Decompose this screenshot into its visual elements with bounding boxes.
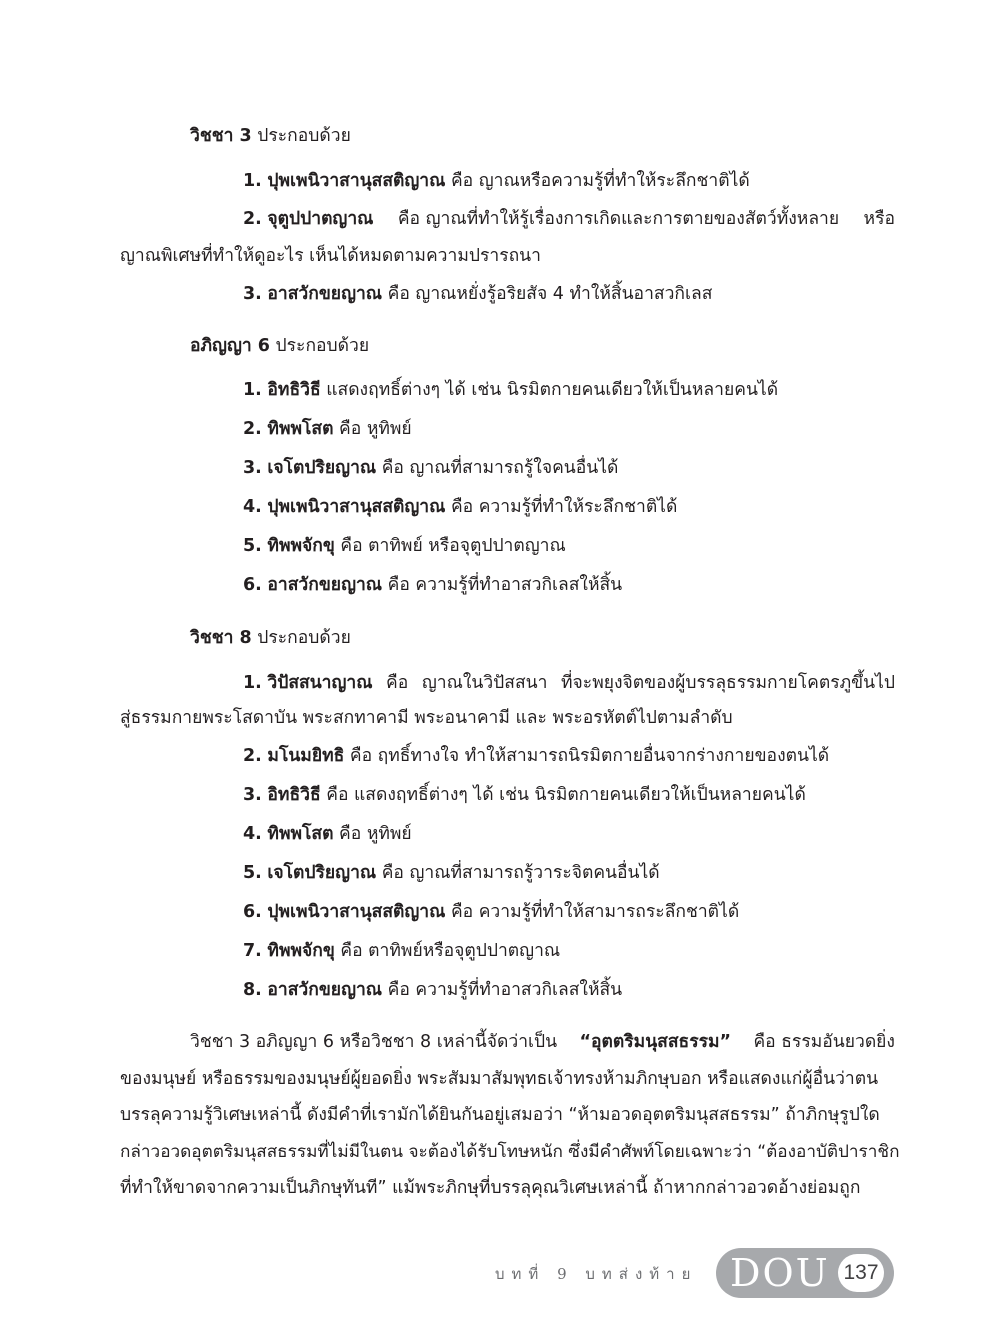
paragraph-line: ที่ทำให้ขาดจากความเป็นภิกษุทันที” แม้พระภิกษุที่บรรลุคุณวิเศษเหล่านี้ ถ้าหากกล่าวอวดอ้างย่อมถูก: [120, 1178, 861, 1198]
brand-logo: DOU: [730, 1251, 830, 1295]
list-item: 6. ปุพเพนิวาสานุสสติญาณ คือ ความรู้ที่ทำให้สามารถระลึกชาติได้: [243, 902, 740, 922]
list-item: 2. มโนมยิทธิ คือ ฤทธิ์ทางใจ ทำให้สามารถนิรมิตกายอื่นจากร่างกายของตนได้: [243, 746, 830, 766]
list-item: 3. เจโตปริยญาณ คือ ญาณที่สามารถรู้ใจคนอื่นได้: [243, 458, 619, 478]
list-item: 6. อาสวักขยญาณ คือ ความรู้ที่ทำอาสวกิเลสให้สิ้น: [243, 575, 623, 595]
paragraph-line: ของมนุษย์ หรือธรรมของมนุษย์ผู้ยอดยิ่ง พระสัมมาสัมพุทธเจ้าทรงห้ามภิกษุบอก หรือแสดงแก่ผู้อื่นว่าตน: [120, 1069, 879, 1089]
list-item: 4. ปุพเพนิวาสานุสสติญาณ คือ ความรู้ที่ทำให้ระลึกชาติได้: [243, 497, 678, 517]
paragraph-line: วิชชา 3 อภิญญา 6 หรือวิชชา 8 เหล่านี้จัดว่าเป็น “อุตตริมนุสสธรรม” คือ ธรรมอันยวดยิ่ง: [190, 1032, 895, 1052]
list-item: 3. อาสวักขยญาณ คือ ญาณหยั่งรู้อริยสัจ 4 ทำให้สิ้นอาสวกิเลส: [243, 284, 713, 304]
list-item: 2. จุตูปปาตญาณ คือ ญาณที่ทำให้รู้เรื่องการเกิดและการตายของสัตว์ทั้งหลาย หรือ: [243, 209, 895, 229]
list-item: 5. เจโตปริยญาณ คือ ญาณที่สามารถรู้วาระจิตคนอื่นได้: [243, 863, 660, 883]
list-item: 1. อิทธิวิธี แสดงฤทธิ์ต่างๆ ได้ เช่น นิรมิตกายคนเดียวให้เป็นหลายคนได้: [243, 380, 779, 400]
section-heading-abhinna6: อภิญญา 6 ประกอบด้วย: [190, 336, 370, 356]
chapter-footer: บทที่ 9 บทส่งท้าย: [495, 1265, 698, 1283]
list-item: 7. ทิพพจักขุ คือ ตาทิพย์หรือจุตูปปาตญาณ: [243, 941, 561, 961]
list-item: 1. วิปัสสนาญาณ คือ ญาณในวิปัสสนา ที่จะพยุงจิตของผู้บรรลุธรรมกายโคตรภูขึ้นไป: [243, 673, 895, 693]
list-item-continuation: ญาณพิเศษที่ทำให้ดูอะไร เห็นได้หมดตามความปรารถนา: [120, 246, 541, 266]
list-item: 3. อิทธิวิธี คือ แสดงฤทธิ์ต่างๆ ได้ เช่น นิรมิตกายคนเดียวให้เป็นหลายคนได้: [243, 785, 806, 805]
section-heading-vijja3: วิชชา 3 ประกอบด้วย: [190, 126, 351, 146]
list-item: 1. ปุพเพนิวาสานุสสติญาณ คือ ญาณหรือความรู้ที่ทำให้ระลึกชาติได้: [243, 171, 750, 191]
list-item: 2. ทิพพโสต คือ หูทิพย์: [243, 419, 412, 439]
list-item-continuation: สู่ธรรมกายพระโสดาบัน พระสกทาคามี พระอนาคามี และ พระอรหัตต์ไปตามลำดับ: [120, 708, 733, 728]
section-heading-vijja8: วิชชา 8 ประกอบด้วย: [190, 628, 351, 648]
page-number: 137: [838, 1254, 884, 1292]
paragraph-line: บรรลุความรู้วิเศษเหล่านี้ ดังมีคำที่เรามักได้ยินกันอยู่เสมอว่า “ห้ามอวดอุตตริมนุสสธรรม” ถ้าภิกษุรูปใด: [120, 1105, 880, 1125]
list-item: 5. ทิพพจักขุ คือ ตาทิพย์ หรือจุตูปปาตญาณ: [243, 536, 566, 556]
list-item: 8. อาสวักขยญาณ คือ ความรู้ที่ทำอาสวกิเลสให้สิ้น: [243, 980, 623, 1000]
paragraph-line: กล่าวอวดอุตตริมนุสสธรรมที่ไม่มีในตน จะต้องได้รับโทษหนัก ซึ่งมีคำศัพท์โดยเฉพาะว่า “ต้องอาบัติปาราชิก: [120, 1142, 900, 1162]
page-badge: [716, 1248, 894, 1298]
list-item: 4. ทิพพโสต คือ หูทิพย์: [243, 824, 412, 844]
